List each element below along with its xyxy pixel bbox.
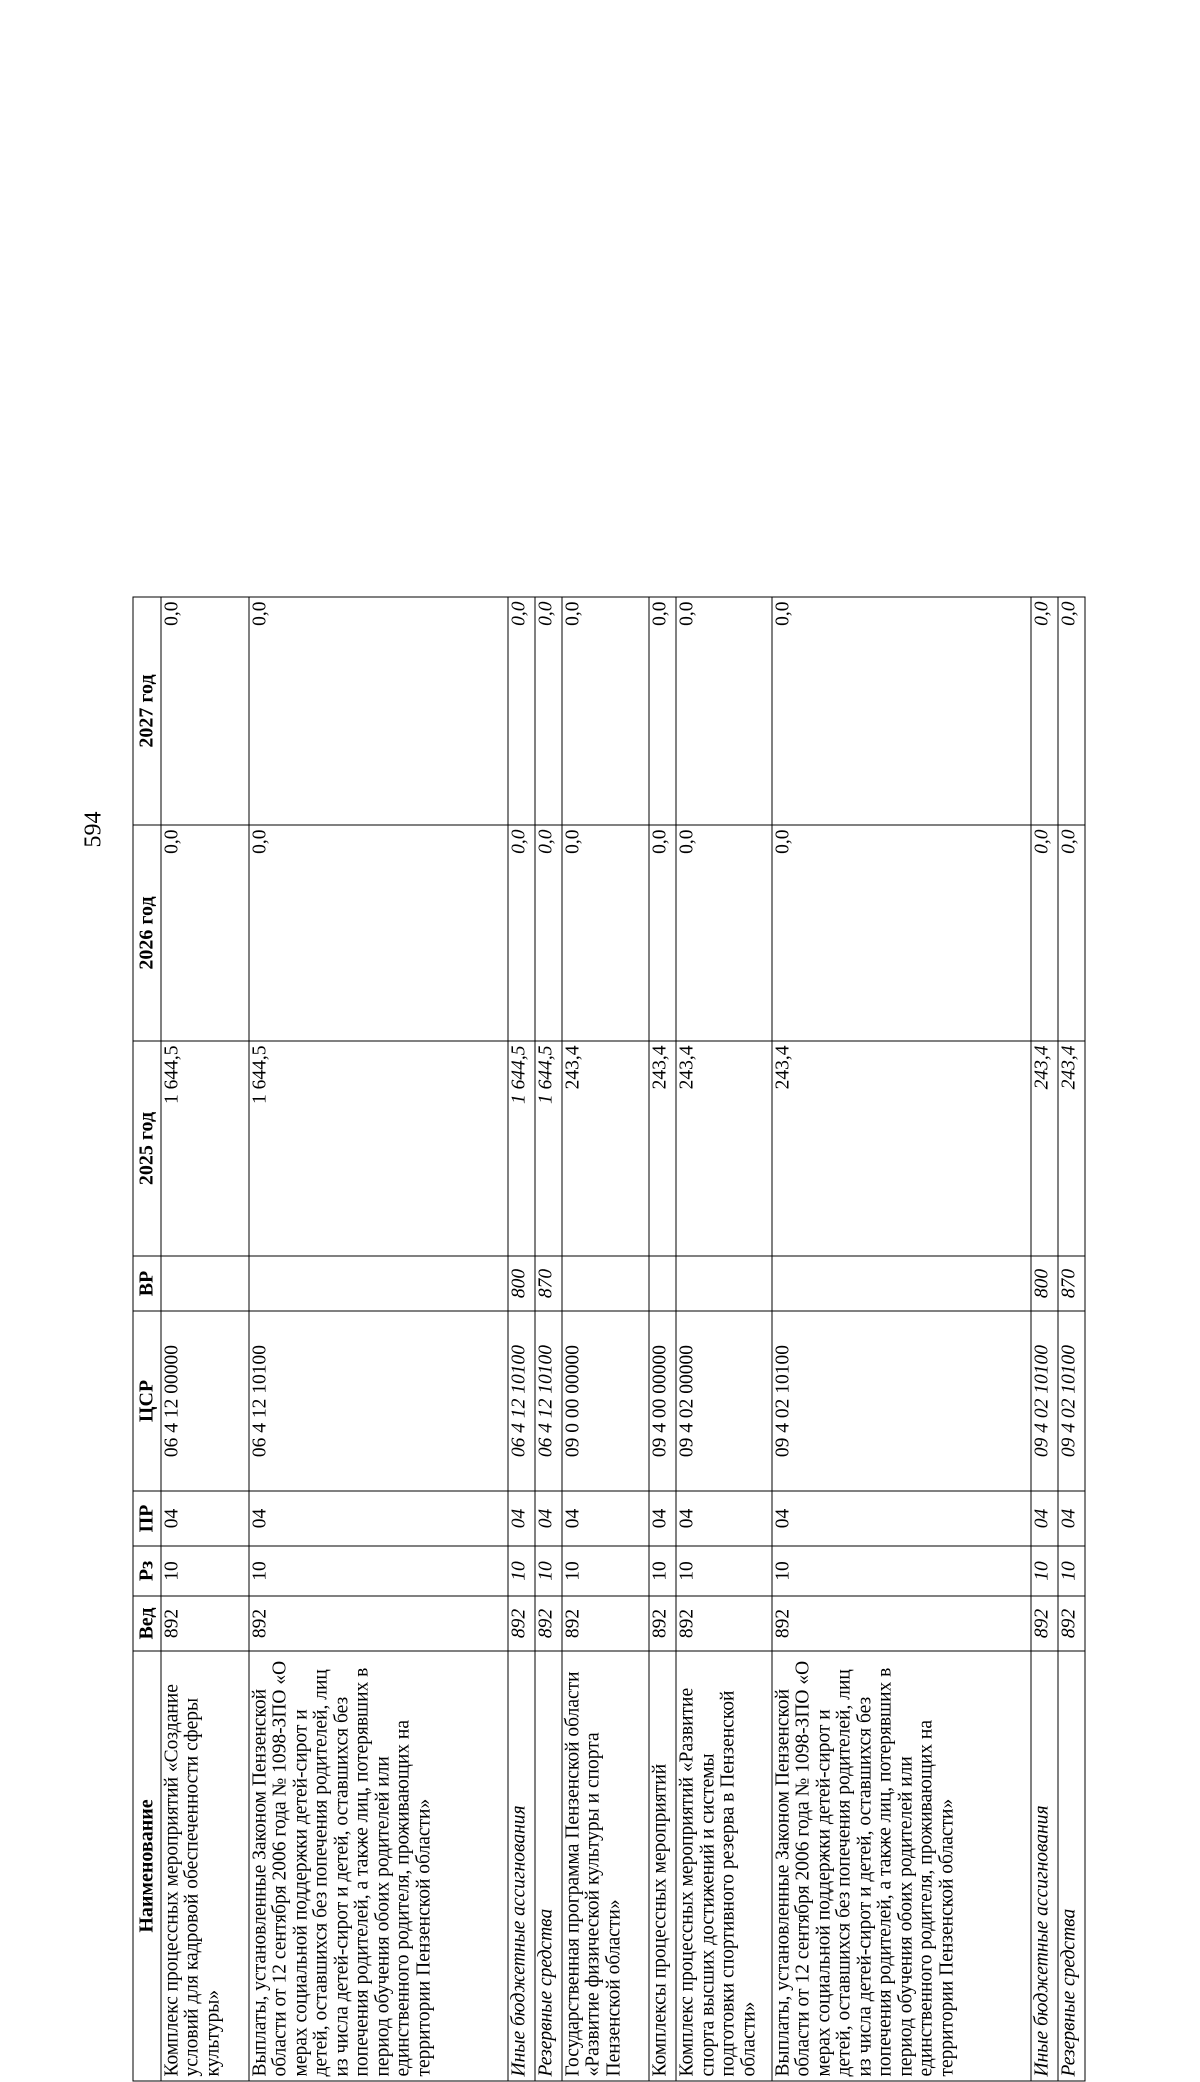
- cell-vr: [562, 1256, 650, 1311]
- cell-y2027: 0,0: [535, 597, 562, 825]
- cell-y2026: 0,0: [161, 825, 249, 1041]
- page-number: 594: [80, 811, 107, 848]
- cell-csr: 09 4 02 10100: [772, 1311, 1031, 1491]
- table-row: [1058, 597, 1085, 2081]
- cell-y2025: 243,4: [772, 1041, 1031, 1256]
- cell-rz: 10: [562, 1546, 650, 1596]
- cell-csr: 06 4 12 10100: [535, 1311, 562, 1491]
- cell-y2026: 0,0: [772, 825, 1031, 1041]
- cell-pr: 04: [676, 1491, 772, 1546]
- header-ved: Вед: [133, 1596, 161, 1651]
- cell-rz: 10: [1058, 1546, 1085, 1596]
- table-row: [508, 597, 535, 2081]
- cell-csr: 06 4 12 10100: [249, 1311, 508, 1491]
- cell-y2025: 243,4: [1031, 1041, 1058, 1256]
- budget-table: [133, 597, 1086, 2082]
- cell-name: Комплексы процессных мероприятий: [649, 1651, 676, 2081]
- cell-vr: 870: [1058, 1256, 1085, 1311]
- cell-name: Иные бюджетные ассигнования: [508, 1651, 535, 2081]
- cell-pr: 04: [161, 1491, 249, 1546]
- cell-y2027: 0,0: [1031, 597, 1058, 825]
- header-rz: Рз: [133, 1546, 161, 1596]
- cell-y2027: 0,0: [1058, 597, 1085, 825]
- table-row: [249, 597, 508, 2081]
- cell-y2025: 1 644,5: [508, 1041, 535, 1256]
- cell-pr: 04: [562, 1491, 650, 1546]
- cell-ved: 892: [1031, 1596, 1058, 1651]
- table-row: [1031, 597, 1058, 2081]
- cell-name: Комплекс процессных мероприятий «Создание условий для кадровой обеспеченности сферы культуры»: [161, 1651, 249, 2081]
- cell-ved: 892: [249, 1596, 508, 1651]
- cell-name: Государственная программа Пензенской области «Развитие физической культуры и спорта Пензенской области»: [562, 1651, 650, 2081]
- table-row: [676, 597, 772, 2081]
- table-body: [161, 597, 1085, 2081]
- cell-pr: 04: [535, 1491, 562, 1546]
- cell-pr: 04: [508, 1491, 535, 1546]
- cell-ved: 892: [161, 1596, 249, 1651]
- cell-vr: [161, 1256, 249, 1311]
- cell-y2027: 0,0: [562, 597, 650, 825]
- table-row: [649, 597, 676, 2081]
- cell-y2025: 243,4: [649, 1041, 676, 1256]
- cell-y2027: 0,0: [161, 597, 249, 825]
- cell-rz: 10: [676, 1546, 772, 1596]
- cell-csr: 06 4 12 10100: [508, 1311, 535, 1491]
- cell-ved: 892: [562, 1596, 650, 1651]
- cell-y2026: 0,0: [649, 825, 676, 1041]
- cell-y2025: 1 644,5: [249, 1041, 508, 1256]
- cell-ved: 892: [1058, 1596, 1085, 1651]
- cell-pr: 04: [1031, 1491, 1058, 1546]
- cell-name: Иные бюджетные ассигнования: [1031, 1651, 1058, 2081]
- cell-ved: 892: [772, 1596, 1031, 1651]
- cell-y2027: 0,0: [249, 597, 508, 825]
- header-vr: ВР: [133, 1256, 161, 1311]
- cell-y2025: 243,4: [676, 1041, 772, 1256]
- cell-y2027: 0,0: [649, 597, 676, 825]
- cell-y2025: 1 644,5: [161, 1041, 249, 1256]
- cell-y2027: 0,0: [508, 597, 535, 825]
- cell-rz: 10: [508, 1546, 535, 1596]
- cell-rz: 10: [1031, 1546, 1058, 1596]
- cell-vr: [676, 1256, 772, 1311]
- cell-vr: 800: [508, 1256, 535, 1311]
- cell-pr: 04: [1058, 1491, 1085, 1546]
- cell-name: Комплекс процессных мероприятий «Развитие спорта высших достижений и системы подготовки спортивного резерва в Пензенской области»: [676, 1651, 772, 2081]
- table-row: [161, 597, 249, 2081]
- cell-y2026: 0,0: [562, 825, 650, 1041]
- cell-y2025: 1 644,5: [535, 1041, 562, 1256]
- cell-pr: 04: [249, 1491, 508, 1546]
- rotated-table-frame: [133, 598, 1086, 2082]
- header-csr: ЦСР: [133, 1311, 161, 1491]
- cell-csr: 09 4 02 10100: [1058, 1311, 1085, 1491]
- header-row: [133, 597, 161, 2081]
- table-row: [535, 597, 562, 2081]
- cell-csr: 09 4 00 00000: [649, 1311, 676, 1491]
- cell-pr: 04: [649, 1491, 676, 1546]
- cell-y2026: 0,0: [676, 825, 772, 1041]
- cell-name: Резервные средства: [1058, 1651, 1085, 2081]
- cell-rz: 10: [161, 1546, 249, 1596]
- table-row: [562, 597, 650, 2081]
- table-row: [772, 597, 1031, 2081]
- cell-y2025: 243,4: [562, 1041, 650, 1256]
- cell-name: Выплаты, установленные Законом Пензенской области от 12 сентября 2006 года № 1098-ЗПО «О мерах социальной поддержки детей-сирот и детей, оставшихся без попечения родителей, лиц из числа детей-сирот и детей, оставшихся без попечения родителей, а также лиц, потерявших в период обучения обоих родителей или единственного родителя, проживающих на территории Пензенской области»: [249, 1651, 508, 2081]
- cell-csr: 09 4 02 00000: [676, 1311, 772, 1491]
- cell-rz: 10: [535, 1546, 562, 1596]
- header-2026: 2026 год: [133, 825, 161, 1041]
- header-2025: 2025 год: [133, 1041, 161, 1256]
- cell-y2026: 0,0: [535, 825, 562, 1041]
- cell-vr: [772, 1256, 1031, 1311]
- cell-csr: 09 0 00 00000: [562, 1311, 650, 1491]
- cell-name: Выплаты, установленные Законом Пензенской области от 12 сентября 2006 года № 1098-ЗПО «О мерах социальной поддержки детей-сирот и детей, оставшихся без попечения родителей, лиц из числа детей-сирот и детей, оставшихся без попечения родителей, а также лиц, потерявших в период обучения обоих родителей или единственного родителя, проживающих на территории Пензенской области»: [772, 1651, 1031, 2081]
- cell-y2027: 0,0: [676, 597, 772, 825]
- cell-y2026: 0,0: [1058, 825, 1085, 1041]
- cell-vr: [649, 1256, 676, 1311]
- cell-y2027: 0,0: [772, 597, 1031, 825]
- cell-rz: 10: [649, 1546, 676, 1596]
- cell-y2026: 0,0: [508, 825, 535, 1041]
- cell-pr: 04: [772, 1491, 1031, 1546]
- header-pr: ПР: [133, 1491, 161, 1546]
- cell-rz: 10: [249, 1546, 508, 1596]
- cell-vr: 870: [535, 1256, 562, 1311]
- cell-rz: 10: [772, 1546, 1031, 1596]
- cell-y2025: 243,4: [1058, 1041, 1085, 1256]
- cell-ved: 892: [535, 1596, 562, 1651]
- cell-y2026: 0,0: [249, 825, 508, 1041]
- cell-name: Резервные средства: [535, 1651, 562, 2081]
- cell-csr: 09 4 02 10100: [1031, 1311, 1058, 1491]
- cell-ved: 892: [508, 1596, 535, 1651]
- header-name: Наименование: [133, 1651, 161, 2081]
- cell-ved: 892: [676, 1596, 772, 1651]
- cell-csr: 06 4 12 00000: [161, 1311, 249, 1491]
- cell-y2026: 0,0: [1031, 825, 1058, 1041]
- cell-ved: 892: [649, 1596, 676, 1651]
- header-2027: 2027 год: [133, 597, 161, 825]
- cell-vr: 800: [1031, 1256, 1058, 1311]
- cell-vr: [249, 1256, 508, 1311]
